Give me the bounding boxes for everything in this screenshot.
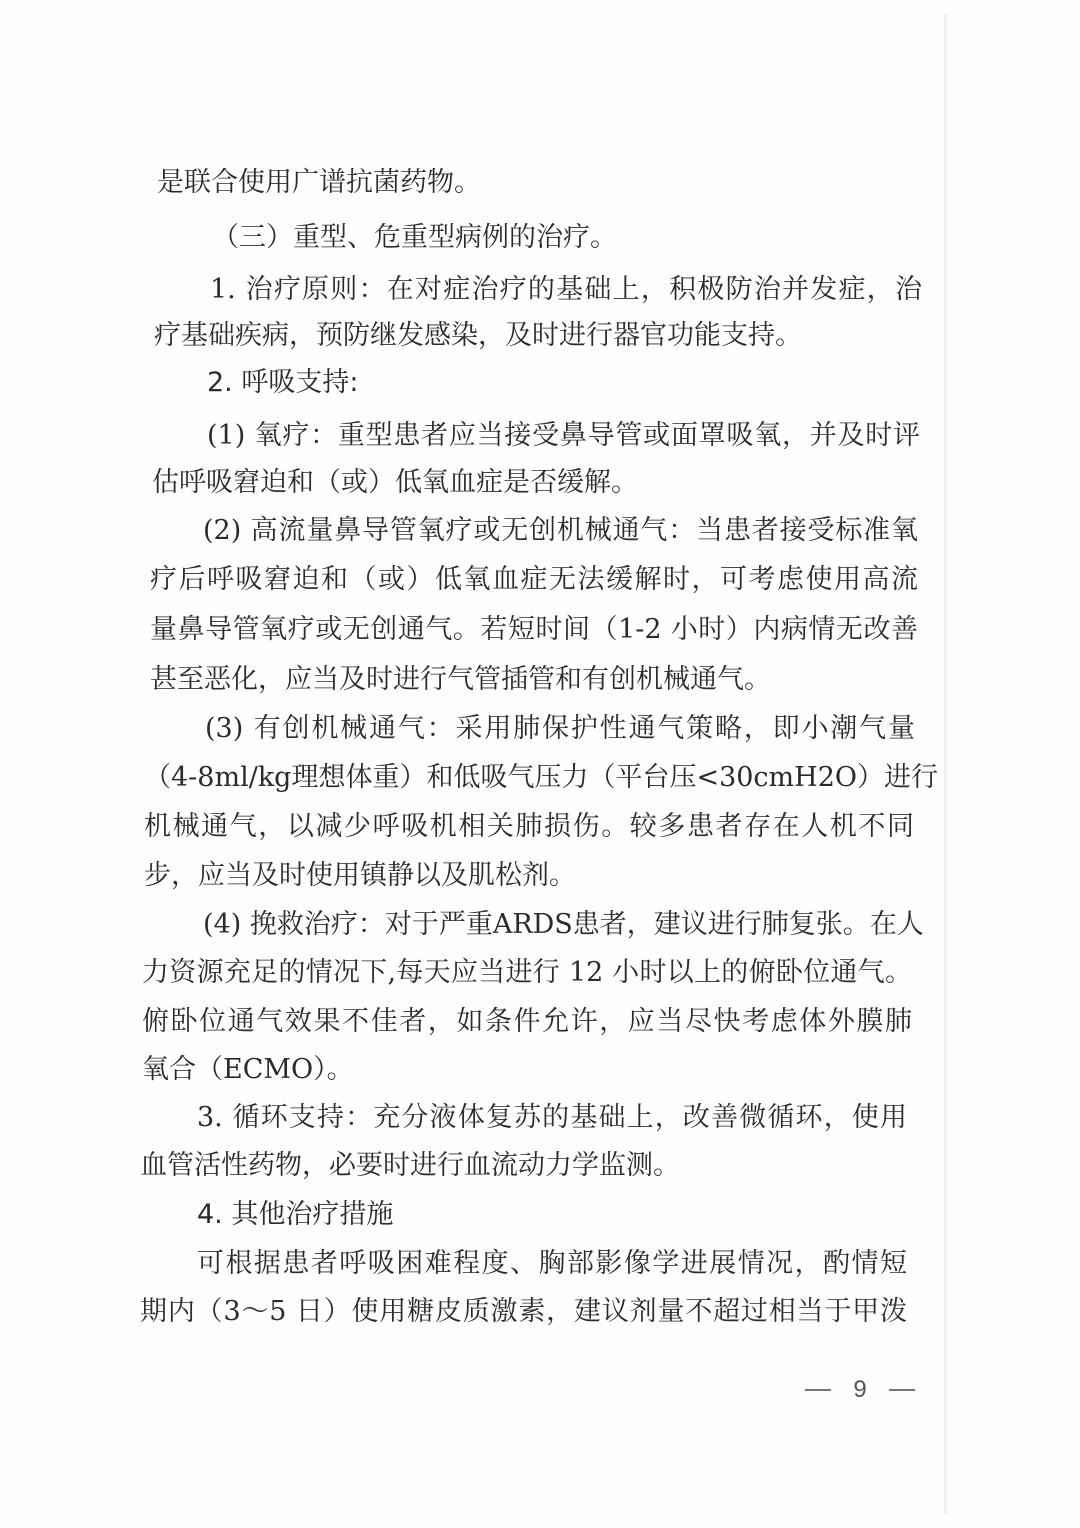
text-line-1: 是联合使用广谱抗菌药物。 (157, 167, 481, 198)
item-heading-respiratory-support: 2. 呼吸支持: (207, 367, 359, 398)
sub-item-oxygen-therapy: (1) 氧疗：重型患者应当接受鼻导管或面罩吸氧，并及时评 (207, 420, 920, 451)
text-line-15: 步，应当及时使用镇静以及肌松剂。 (144, 860, 576, 891)
text-line-17: 力资源充足的情况下,每天应当进行 12 小时以上的俯卧位通气。 (142, 957, 912, 988)
item-heading-other-treatments: 4. 其他治疗措施 (197, 1199, 394, 1230)
text-line-23: 可根据患者呼吸困难程度、胸部影像学进展情况，酌情短 (197, 1248, 907, 1279)
text-line-10: 量鼻导管氧疗或无创通气。若短时间（1-2 小时）内病情无改善 (150, 614, 918, 645)
text-line-7: 估呼吸窘迫和（或）低氧血症是否缓解。 (152, 467, 638, 498)
page-number-dash-left (805, 1389, 831, 1391)
item-heading-circulatory-support: 3. 循环支持：充分液体复苏的基础上，改善微循环，使用 (197, 1102, 907, 1133)
sub-item-invasive-ventilation: (3) 有创机械通气：采用肺保护性通气策略，即小潮气量 (205, 713, 915, 744)
text-line-21: 血管活性药物，必要时进行血流动力学监测。 (140, 1150, 680, 1181)
text-line-9: 疗后呼吸窘迫和（或）低氧血症无法缓解时，可考虑使用高流 (150, 564, 918, 595)
item-heading-treatment-principles: 1. 治疗原则：在对症治疗的基础上，积极防治并发症，治 (210, 274, 922, 305)
text-line-13: （4-8ml/kg理想体重）和低吸气压力（平台压<30cmH2O）进行 (144, 762, 939, 793)
page-number (805, 1372, 915, 1408)
text-line-14: 机械通气，以减少呼吸机相关肺损伤。较多患者存在人机不同 (144, 811, 914, 842)
text-line-4: 疗基础疾病，预防继发感染，及时进行器官功能支持。 (154, 320, 802, 351)
sub-item-rescue-therapy: (4) 挽救治疗：对于严重ARDS患者，建议进行肺复张。在人 (203, 909, 924, 940)
sub-item-high-flow-oxygen: (2) 高流量鼻导管氧疗或无创机械通气：当患者接受标准氧 (203, 515, 918, 546)
page-number-dash-right (889, 1389, 915, 1391)
text-line-19: 氧合（ECMO）。 (142, 1054, 354, 1085)
page-number-value: 9 (853, 1376, 867, 1403)
text-line-24: 期内（3～5 日）使用糖皮质激素，建议剂量不超过相当于甲泼 (140, 1296, 907, 1327)
text-line-11: 甚至恶化，应当及时进行气管插管和有创机械通气。 (150, 664, 771, 695)
text-line-18: 俯卧位通气效果不佳者，如条件允许，应当尽快考虑体外膜肺 (142, 1006, 912, 1037)
page-edge-divider (944, 14, 947, 1514)
section-heading-severe-cases: （三）重型、危重型病例的治疗。 (212, 222, 617, 253)
